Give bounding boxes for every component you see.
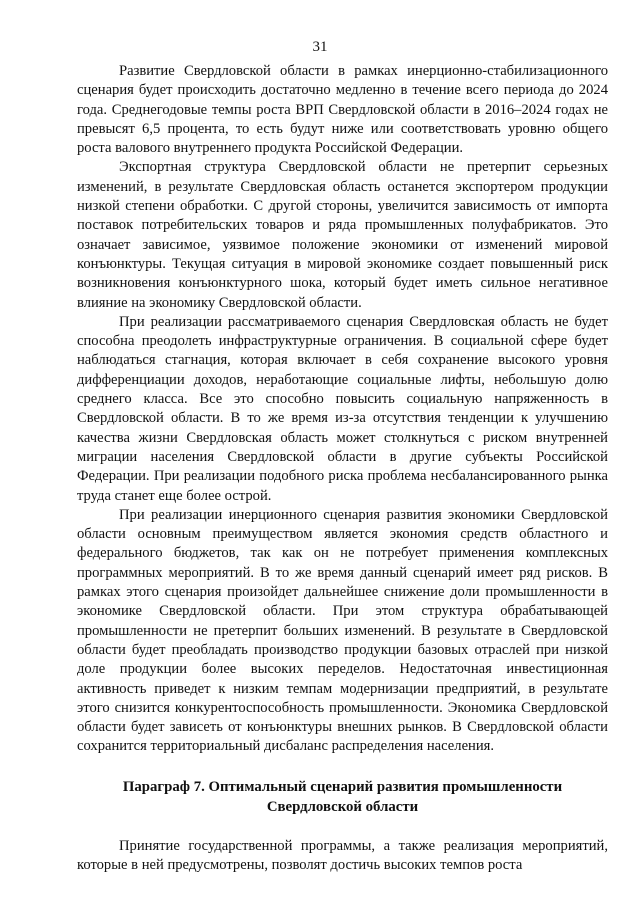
section-heading-line-2: Свердловской области bbox=[266, 798, 419, 815]
paragraph-infrastructure: При реализации рассматриваемого сценария Свердловская область не будет способна преодолеть инфраструктурные ограничения. В социальной сфере будет наблюдаться стагнация, которая включает в себя сохранение высокого уровня дифференциации доходов, неработающие социальные лифты, небольшую долю среднего класса. Все это способно повысить социальную напряженность в Свердловской области. В то же время из-за отсутствия тенденции к улучшению качества жизни Свердловская область может столкнуться с риском внутренней миграции населения Свердловской области в другие субъекты Российской Федерации. При реализации подобного риска проблема несбалансированного рынка труда станет еще более острой. bbox=[77, 313, 608, 504]
page-number: 31 bbox=[312, 39, 328, 55]
section-heading-line-1: Параграф 7. Оптимальный сценарий развития промышленности bbox=[122, 778, 563, 795]
paragraph-state-program: Принятие государственной программы, а также реализация мероприятий, которые в ней предусмотрены, позволят достичь высоких темпов роста bbox=[77, 837, 608, 873]
paragraph-scenario-risks: При реализации инерционного сценария развития экономики Свердловской области основным преимуществом является экономия средств областного и федерального бюджетов, так как он не потребует применения комплексных программных мероприятий. В то же время данный сценарий имеет ряд рисков. В рамках этого сценария произойдет дальнейшее снижение доли промышленности в экономике Свердловской области. При этом структура обрабатывающей промышленности не претерпит больших изменений. В результате в Свердловской области будет преобладать производство продукции базовых отраслей при низкой доле продукции более высоких переделов. Недостаточная инвестиционная активность приведет к низким темпам модернизации предприятий, в результате этого снизится конкурентоспособность промышленности. Экономика Свердловской области будет зависеть от конъюнктуры внешних рынков. В Свердловской области сохранится территориальный дисбаланс распределения населения. bbox=[77, 506, 608, 755]
paragraph-inertial-scenario: Развитие Свердловской области в рамках инерционно-стабилизационного сценария будет происходить достаточно медленно в течение всего периода до 2024 года. Среднегодовые темпы роста ВРП Свердловской области в 2016–2024 годах не превысят 6,5 процента, то есть будут ниже или соответствовать уровню общего роста валового внутреннего продукта Российской Федерации. bbox=[77, 63, 608, 157]
paragraph-export-structure: Экспортная структура Свердловской области не претерпит серьезных изменений, в результате Свердловская область останется экспортером продукции низкой степени обработки. С другой стороны, увеличится зависимость от импорта поставок потребительских товаров и ряда промышленных полуфабрикатов. Это означает зависимое, уязвимое положение экономики от изменений мировой конъюнктуры. Текущая ситуация в мировой экономике создает повышенный риск возникновения конъюнктурного шока, который будет иметь сильное негативное влияние на экономику Свердловской области. bbox=[77, 159, 608, 311]
document-body bbox=[77, 62, 608, 875]
section-heading bbox=[77, 777, 608, 817]
